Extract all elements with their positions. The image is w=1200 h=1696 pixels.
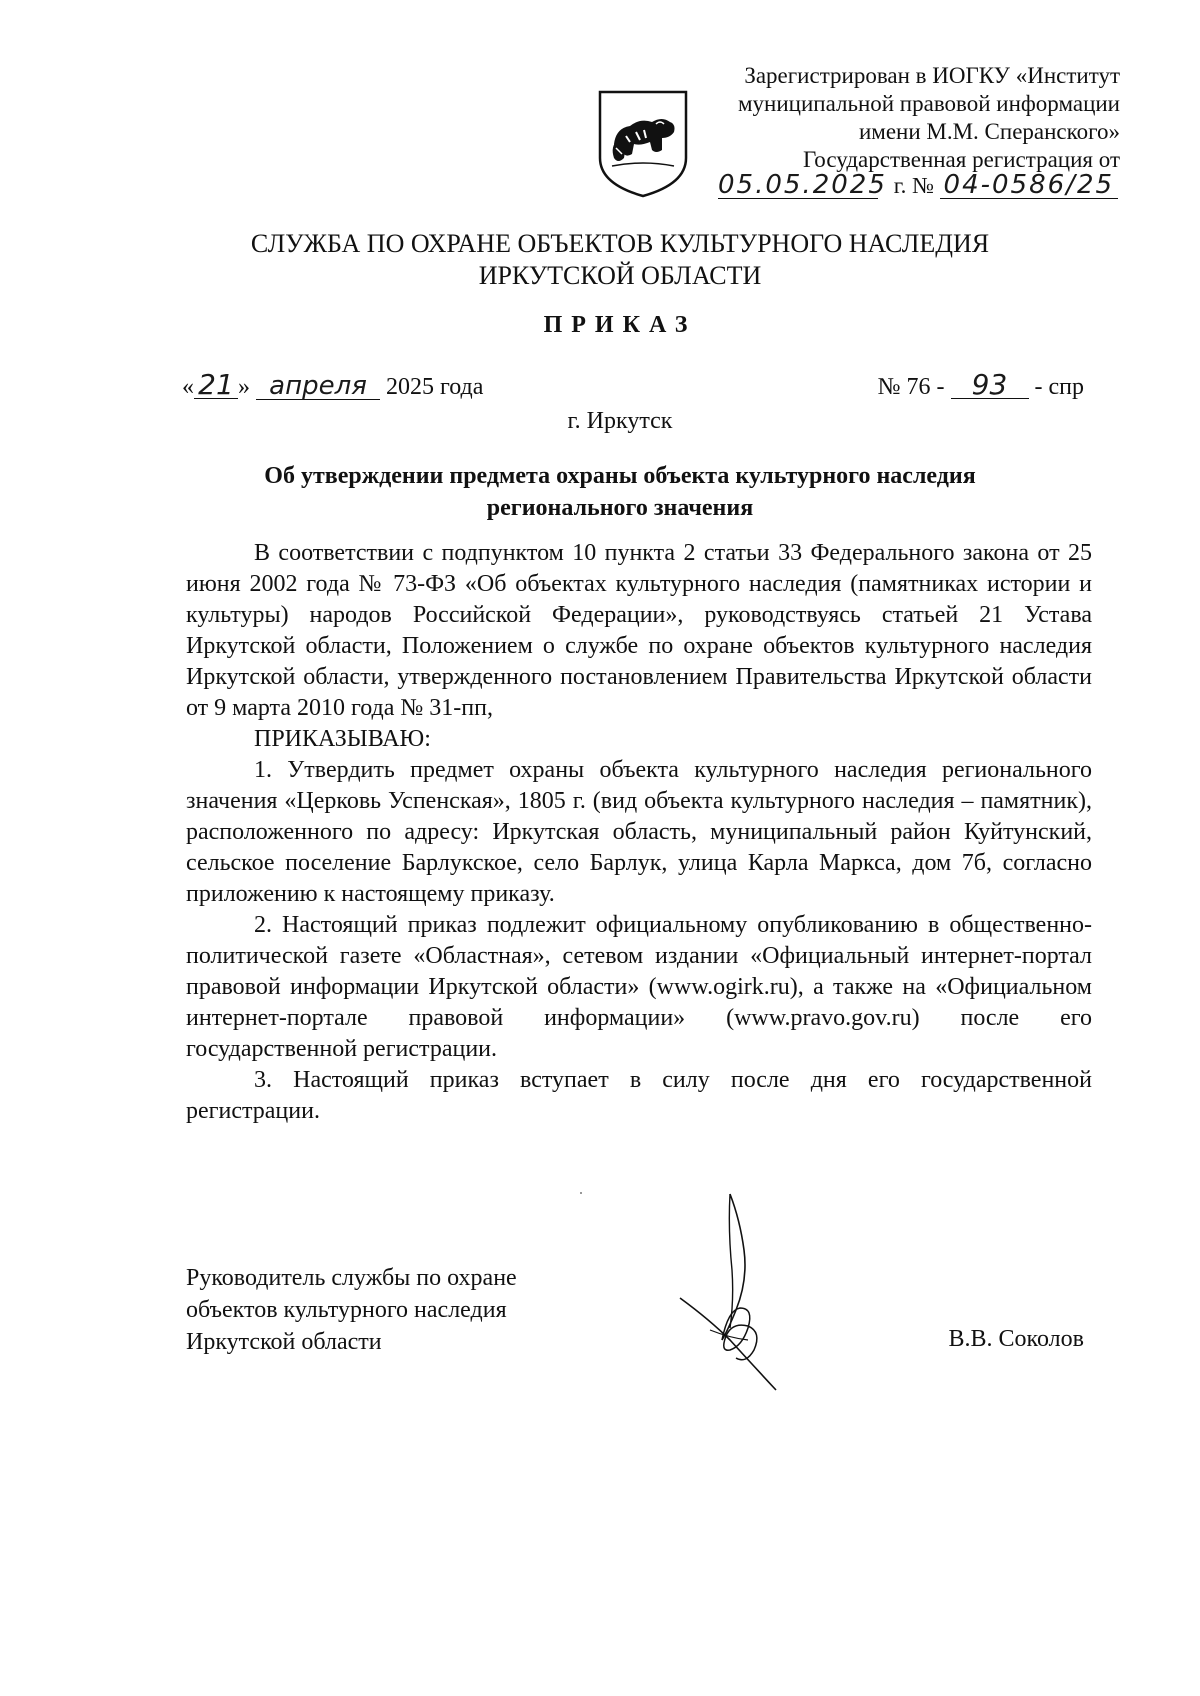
registration-date: 05.05.2025 bbox=[718, 170, 887, 200]
number-value: 93 bbox=[951, 372, 1029, 399]
order-date bbox=[182, 368, 484, 401]
order-title-line-1: Об утверждении предмета охраны объекта культурного наследия bbox=[264, 463, 976, 489]
item-3-paragraph: 3. Настоящий приказ вступает в силу после дня его государственной регистрации. bbox=[186, 1067, 1092, 1124]
signatory-name: В.В. Соколов bbox=[948, 1326, 1084, 1352]
stray-dot bbox=[580, 1192, 582, 1194]
order-body bbox=[186, 538, 1092, 1127]
order-title-line-2: регионального значения bbox=[486, 495, 754, 521]
agency-title-line-1: СЛУЖБА ПО ОХРАНЕ ОБЪЕКТОВ КУЛЬТУРНОГО НАСЛЕДИЯ bbox=[250, 229, 990, 258]
date-month: апреля bbox=[256, 373, 380, 400]
registration-stamp bbox=[700, 62, 1120, 174]
signatory-position-line-3: Иркутской области bbox=[186, 1329, 382, 1355]
date-day: 21 bbox=[194, 372, 238, 399]
document-type: ПРИКАЗ bbox=[543, 312, 697, 338]
agency-title bbox=[160, 228, 1080, 292]
number-suffix: - спр bbox=[1034, 374, 1084, 400]
signatory-position-line-1: Руководитель службы по охране bbox=[186, 1265, 517, 1291]
date-open-quote: « bbox=[182, 374, 194, 400]
city: г. Иркутск bbox=[567, 408, 673, 434]
registration-line-2: муниципальной правовой информации bbox=[737, 91, 1120, 116]
agency-title-line-2: ИРКУТСКОЙ ОБЛАСТИ bbox=[478, 261, 762, 290]
registration-line-4: Государственная регистрация от bbox=[803, 147, 1120, 172]
item-2-paragraph: 2. Настоящий приказ подлежит официальному опубликованию в общественно-политической газете «Областная», сетевом издании «Официальный интернет-портал правовой информации Иркутской области» (www.ogirk.ru), а также на «Официальном интернет-портале правовой информации» (www.pravo.gov.ru) после его государственной регистрации. bbox=[186, 912, 1092, 1062]
registration-line-1: Зарегистрирован в ИОГКУ «Институт bbox=[744, 63, 1120, 88]
item-1-paragraph: 1. Утвердить предмет охраны объекта культурного наследия регионального значения «Церковь Успенская», 1805 г. (вид объекта культурного наследия – памятник), расположенного по адресу: Иркутская область, муниципальный район Куйтунский, сельское поселение Барлукское, село Барлук, улица Карла Маркса, дом 7б, согласно приложению к настоящему приказу. bbox=[186, 757, 1092, 907]
registration-number-prefix: г. № bbox=[893, 173, 935, 198]
command-word: ПРИКАЗЫВАЮ: bbox=[254, 726, 431, 752]
coat-of-arms-icon bbox=[596, 88, 690, 200]
preamble-paragraph: В соответствии с подпунктом 10 пункта 2 статьи 33 Федерального закона от 25 июня 2002 года № 73-ФЗ «Об объектах культурного наследия (памятниках истории и культуры) народов Российской Федерации», руководствуясь статьей 21 Устава Иркутской области, Положением о службе по охране объектов культурного наследия Иркутской области, утвержденного постановлением Правительства Иркутской области от 9 марта 2010 года № 31-пп, bbox=[186, 540, 1092, 721]
signatory-position bbox=[186, 1262, 517, 1358]
registration-date-number-row bbox=[718, 172, 1118, 206]
registration-line-3: имени М.М. Сперанского» bbox=[858, 119, 1120, 144]
date-year: 2025 года bbox=[386, 374, 484, 400]
number-prefix: № 76 - bbox=[877, 374, 945, 400]
signature-icon bbox=[670, 1190, 810, 1400]
registration-number: 04-0586/25 bbox=[940, 172, 1118, 199]
date-close-quote: » bbox=[238, 374, 250, 400]
signatory-position-line-2: объектов культурного наследия bbox=[186, 1297, 507, 1323]
order-number bbox=[877, 368, 1084, 401]
order-title bbox=[180, 460, 1060, 524]
